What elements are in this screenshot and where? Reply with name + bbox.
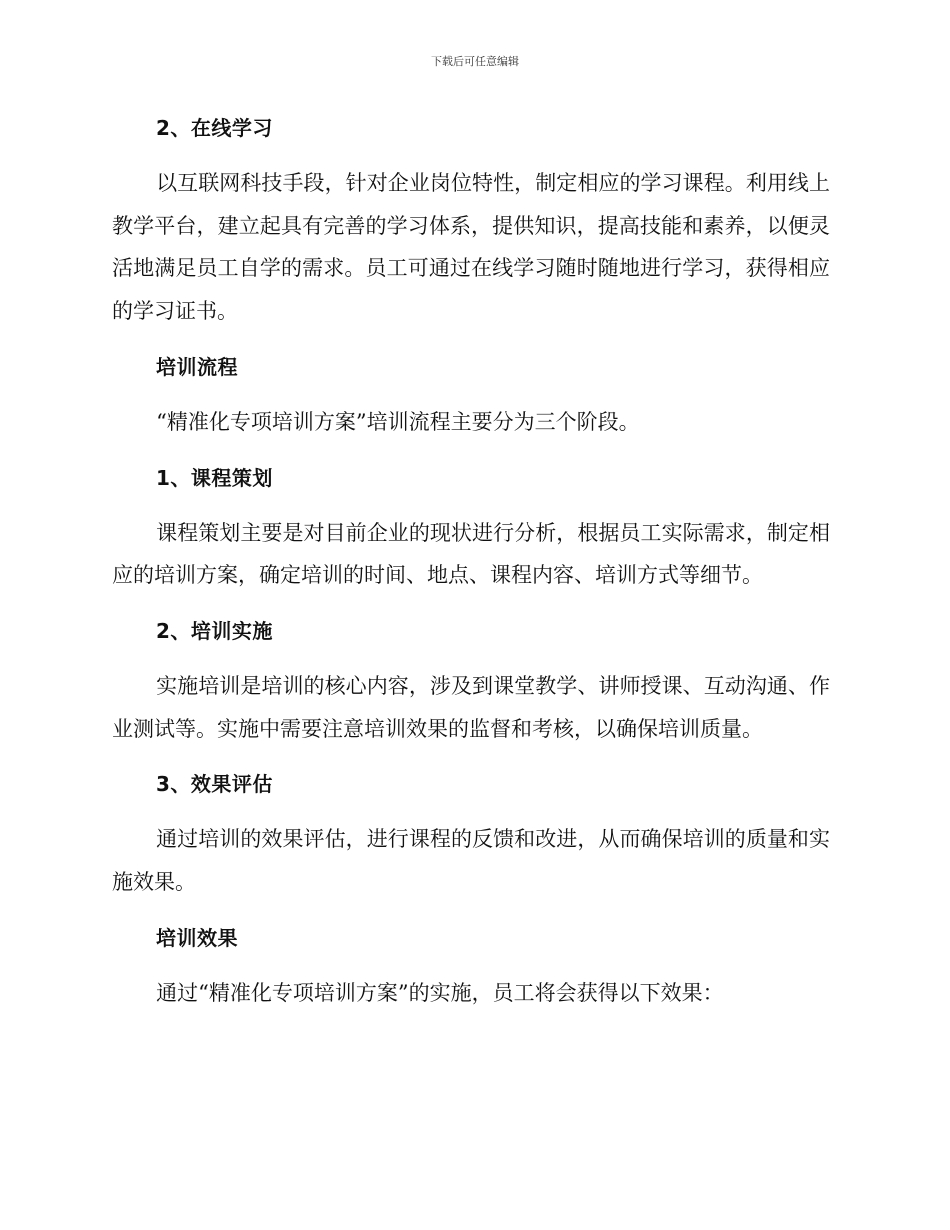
paragraph-training-effects: 通过“精准化专项培训方案”的实施，员工将会获得以下效果： bbox=[156, 980, 724, 1005]
section-heading-training-effects: 培训效果 bbox=[156, 925, 238, 950]
paragraph-online-learning: 以互联网科技手段，针对企业岗位特性，制定相应的学习课程。利用线上教学平台，建立起具有完善的学习体系，提供知识，提高技能和素养，以便灵活地满足员工自学的需求。员工可通过在线学习随时随地进行学习，获得相应的学习证书。 bbox=[112, 171, 830, 324]
section-heading-training-implementation: 2、培训实施 bbox=[156, 618, 273, 643]
document-body bbox=[112, 108, 830, 1014]
paragraph-training-implementation: 实施培训是培训的核心内容，涉及到课堂教学、讲师授课、互动沟通、作业测试等。实施中需要注意培训效果的监督和考核，以确保培训质量。 bbox=[112, 673, 830, 741]
section-heading-course-planning: 1、课程策划 bbox=[156, 465, 273, 490]
section-heading-online-learning: 2、在线学习 bbox=[156, 116, 273, 140]
paragraph-training-process: “精准化专项培训方案”培训流程主要分为三个阶段。 bbox=[156, 409, 640, 434]
section-heading-effect-evaluation: 3、效果评估 bbox=[156, 772, 273, 797]
page-header: 下载后可任意编辑 bbox=[431, 55, 519, 68]
section-heading-training-process: 培训流程 bbox=[156, 354, 238, 379]
paragraph-course-planning: 课程策划主要是对目前企业的现状进行分析，根据员工实际需求，制定相应的培训方案，确定培训的时间、地点、课程内容、培训方式等细节。 bbox=[112, 520, 830, 588]
paragraph-effect-evaluation: 通过培训的效果评估，进行课程的反馈和改进，从而确保培训的质量和实施效果。 bbox=[112, 827, 830, 895]
